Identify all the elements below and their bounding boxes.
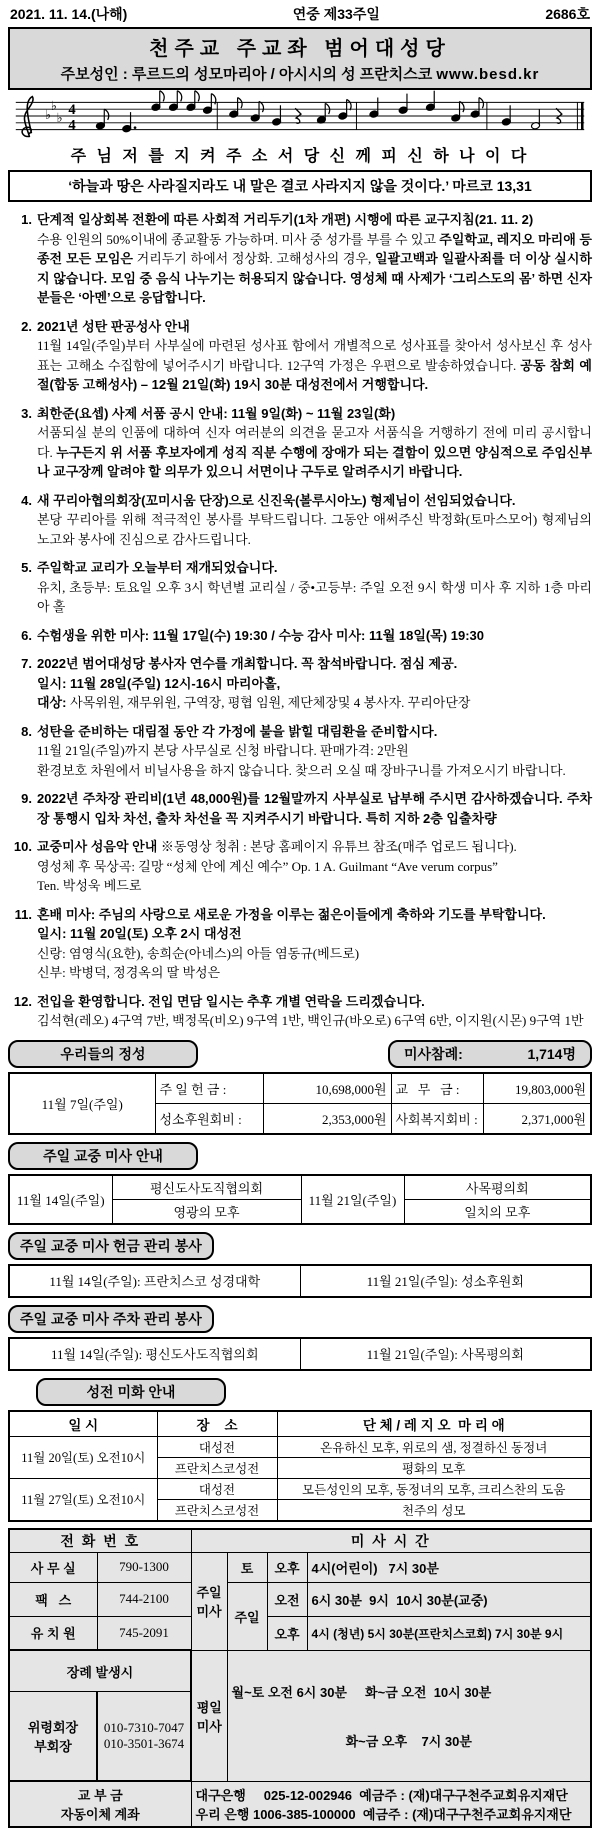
- phone-label: 팩 스: [9, 1582, 97, 1616]
- notice-item: [8, 626, 592, 646]
- offering-left: 11월 14일(주일): 프란치스코 성경대학: [9, 1265, 300, 1297]
- notice-item: [8, 654, 592, 713]
- top-strip: [8, 4, 592, 24]
- notice-text: 서품되실 분의 인품에 대하여 신자 여러분의 의견을 묻고자 서품식을 거행하기 전에 미리 공시합니다. 누구든지 위 서품 후보자에게 성직 직분 수행에 장애가 되는 결함이 있으면 양심적으로 주임신부나 교구장께 알려야 할 의무가 있으니 서면이나 구두로 알려주시기 바랍니다.: [37, 423, 592, 482]
- notice-text: 환경보호 차원에서 비닐사용을 하지 않습니다. 찾으러 오실 때 장바구니를 가져오시기 바랍니다.: [37, 761, 592, 781]
- notice-text: 신부: 박병덕, 정경옥의 딸 박성은: [37, 963, 592, 983]
- masthead: [8, 27, 592, 90]
- beautify-date: 11월 20일(토) 오전10시: [9, 1436, 157, 1478]
- notice-number: 7.: [8, 654, 37, 713]
- donation-value: 2,353,000원: [263, 1103, 391, 1134]
- issue-number: 2686호: [545, 4, 590, 24]
- section-title-gyojung: 주일 교중 미사 안내: [8, 1142, 198, 1170]
- notice-item: [8, 317, 592, 395]
- beautify-col-date: 일 시: [9, 1411, 157, 1437]
- gyojung-mass-table: [8, 1174, 592, 1225]
- notice-item: [8, 837, 592, 896]
- mass-times: 6시 30분 9시 10시 30분(교중): [307, 1582, 591, 1616]
- gyojung-date: 11월 21일(주일): [301, 1175, 404, 1224]
- notice-text: 김석현(레오) 4구역 7반, 백정목(비오) 9구역 1반, 백인규(바오로) 6구역 6반, 이지원(시몬) 9구역 1반: [37, 1011, 592, 1031]
- notice-title: 최한준(요셉) 사제 서품 공시 안내: 11월 9일(화) ~ 11월 23일(화): [37, 404, 592, 424]
- notice-title: 2022년 범어대성당 봉사자 연수를 개최합니다. 꼭 참석바랍니다. 점심 제공.: [37, 654, 592, 674]
- gyojung-mohu: 영광의 모후: [112, 1199, 301, 1224]
- mass-attendance-badge: [388, 1040, 592, 1068]
- notice-number: 9.: [8, 789, 37, 828]
- beautify-place: 대성전: [157, 1436, 277, 1457]
- scripture-verse: ‘하늘과 땅은 사라질지라도 내 말은 결코 사라지지 않을 것이다.’ 마르코 13,31: [8, 170, 592, 202]
- svg-text:♭: ♭: [51, 98, 57, 113]
- sunday-mass-label: 주일 미사: [191, 1552, 227, 1650]
- donation-value: 2,371,000원: [483, 1103, 591, 1134]
- notice-text: Ten. 박성욱 베드로: [37, 876, 592, 896]
- notice-number: 12.: [8, 992, 37, 1031]
- donation-header-row: [8, 1040, 592, 1068]
- funeral-phones: 010-7310-7047 010-3501-3674: [97, 1692, 191, 1781]
- mass-day: 토: [227, 1552, 267, 1582]
- phone-label: 사 무 실: [9, 1552, 97, 1582]
- notice-item: [8, 491, 592, 550]
- beautify-col-place: 장 소: [157, 1411, 277, 1437]
- parking-right: 11월 21일(주일): 사목평의회: [300, 1338, 591, 1370]
- donation-date: 11월 7일(주일): [9, 1073, 155, 1134]
- gyojung-date: 11월 14일(주일): [9, 1175, 112, 1224]
- section-title-parking: 주일 교중 미사 주차 관리 봉사: [8, 1305, 214, 1333]
- contact-masstime-table: [8, 1528, 592, 1828]
- section-title-donation: 우리들의 정성: [8, 1040, 198, 1068]
- autopay-label: 교 부 금 자동이체 계좌: [9, 1781, 191, 1827]
- beautify-date: 11월 27일(토) 오전10시: [9, 1478, 157, 1521]
- beautify-table: [8, 1410, 592, 1522]
- notice-text: 11월 21일(주일)까지 본당 사무실로 신청 바랍니다. 판매가격: 2만원: [37, 741, 592, 761]
- donation-value: 10,698,000원: [263, 1073, 391, 1104]
- beautify-place: 대성전: [157, 1478, 277, 1499]
- funeral-header: 장례 발생시: [9, 1650, 191, 1692]
- mass-ampm: 오후: [267, 1616, 307, 1650]
- svg-text:4: 4: [68, 102, 76, 118]
- notice-number: 6.: [8, 626, 37, 646]
- beautify-group: 천주의 성모: [277, 1499, 591, 1521]
- beautify-group: 모든성인의 모후, 동정녀의 모후, 크리스찬의 도움: [277, 1478, 591, 1499]
- notice-number: 8.: [8, 722, 37, 781]
- gyojung-mohu: 일치의 모후: [404, 1199, 591, 1224]
- donation-label: 주 일 헌 금 :: [155, 1073, 263, 1104]
- notice-number: 4.: [8, 491, 37, 550]
- donation-table: [8, 1072, 592, 1135]
- notice-text: 본당 꾸리아를 위해 적극적인 봉사를 부탁드립니다. 그동안 애써주신 박정화(토마스모어) 형제님의 노고와 봉사에 진심으로 감사드립니다.: [37, 510, 592, 549]
- patron-saints: 주보성인 : 루르드의 성모마리아 / 아시시의 성 프란치스코 www.besd.kr: [12, 63, 588, 84]
- notice-title: 2022년 주차장 관리비(1년 48,000원)를 12월말까지 사부실로 납부해 주시면 감사하겠습니다. 주차장 통행시 입차 차선, 출차 차선을 꼭 지켜주시기 바랍니다. 특히 지하 2층 입출차량: [37, 789, 592, 828]
- offering-volunteer-table: [8, 1264, 592, 1298]
- beautify-group: 온유하신 모후, 위로의 샘, 정결하신 동정녀: [277, 1436, 591, 1457]
- notice-text: 일시: 11월 28일(주일) 12시-16시 마리아홀,: [37, 674, 592, 694]
- notice-title: 전입을 환영합니다. 전입 면담 일시는 추후 개별 연락을 드리겠습니다.: [37, 992, 592, 1012]
- donation-label: 교 무 금 :: [391, 1073, 483, 1104]
- church-name: 천주교 주교좌 범어대성당: [12, 32, 588, 61]
- weekday-mass-label: 평일 미사: [191, 1650, 227, 1781]
- svg-text:♭: ♭: [57, 110, 63, 125]
- hymn-score: [8, 92, 592, 166]
- notice-text: 유치, 초등부: 토요일 오후 3시 학년별 교리실 / 중•고등부: 주일 오전 9시 학생 미사 후 지하 1층 마리아 홀: [37, 578, 592, 617]
- notice-item: [8, 789, 592, 828]
- notice-title: 주일학교 교리가 오늘부터 재개되었습니다.: [37, 558, 592, 578]
- notice-text: 대상: 사목위원, 재무위원, 구역장, 평협 임원, 제단체장및 4 봉사자. 꾸리아단장: [37, 693, 592, 713]
- svg-text:♭: ♭: [45, 107, 51, 122]
- offering-right: 11월 21일(주일): 성소후원회: [300, 1265, 591, 1297]
- beautify-group: 평화의 모후: [277, 1457, 591, 1478]
- notice-item: [8, 722, 592, 781]
- notice-number: 1.: [8, 210, 37, 308]
- liturgical-week: 연중 제33주일: [293, 4, 380, 24]
- attendance-label: 미사참례:: [404, 1044, 463, 1064]
- mass-ampm: 오전: [267, 1582, 307, 1616]
- donation-label: 성소후원회비 :: [155, 1103, 263, 1134]
- notices: [8, 210, 592, 1031]
- section-title-beautify: 성전 미화 안내: [36, 1378, 226, 1406]
- church-url[interactable]: www.besd.kr: [436, 66, 539, 83]
- notice-number: 3.: [8, 404, 37, 482]
- music-staff: [8, 92, 592, 140]
- donation-label: 사회복지회비 :: [391, 1103, 483, 1134]
- notice-item: [8, 905, 592, 983]
- svg-text:4: 4: [68, 118, 76, 134]
- notice-item: [8, 558, 592, 617]
- weekday-mass-times: 월~토 오전 6시 30분 화~금 오전 10시 30분 화~금 오후 7시 30분: [227, 1650, 591, 1781]
- notice-item: [8, 992, 592, 1031]
- phone-header: 전 화 번 호: [9, 1529, 191, 1553]
- attendance-value: 1,714명: [527, 1044, 576, 1064]
- phone-number[interactable]: 745-2091: [97, 1616, 191, 1650]
- issue-date: 2021. 11. 14.(나해): [10, 4, 127, 24]
- section-title-offering: 주일 교중 미사 헌금 관리 봉사: [8, 1232, 214, 1260]
- parking-volunteer-table: [8, 1337, 592, 1371]
- notice-title: 새 꾸리아협의회장(꼬미시움 단장)으로 신진욱(볼루시아노) 형제님이 선임되었습니다.: [37, 491, 592, 511]
- notice-title: 수험생을 위한 미사: 11월 17일(수) 19:30 / 수능 감사 미사: 11월 18일(목) 19:30: [37, 626, 592, 646]
- notice-title: 교중미사 성음악 안내 ※동영상 청취 : 본당 홈페이지 유튜브 참조(매주 업로드 됩니다).: [37, 837, 592, 857]
- notice-text: 영성체 후 묵상곡: 길망 “성체 안에 계신 예수” Op. 1 A. Guilmant “Ave verum corpus”: [37, 857, 592, 877]
- mass-ampm: 오후: [267, 1552, 307, 1582]
- notice-number: 10.: [8, 837, 37, 896]
- notice-item: [8, 210, 592, 308]
- phone-number[interactable]: 744-2100: [97, 1582, 191, 1616]
- bank-accounts: 대구은행 025-12-002946 예금주 : (재)대구구천주교회유지재단 우리 은행 1006-385-100000 예금주 : (재)대구구천주교회유지재단: [191, 1781, 591, 1827]
- beautify-col-group: 단 체 / 레 지 오 마 리 애: [277, 1411, 591, 1437]
- funeral-roles: 위령회장 부회장: [9, 1692, 97, 1781]
- beautify-place: 프란치스코성전: [157, 1457, 277, 1478]
- mass-day: 주일: [227, 1582, 267, 1650]
- gyojung-org: 사목평의회: [404, 1175, 591, 1200]
- notice-number: 2.: [8, 317, 37, 395]
- notice-title: 성탄을 준비하는 대림절 동안 각 가정에 불을 밝힐 대림환을 준비합시다.: [37, 722, 592, 742]
- donation-value: 19,803,000원: [483, 1073, 591, 1104]
- phone-number[interactable]: 790-1300: [97, 1552, 191, 1582]
- gyojung-org: 평신도사도직협의회: [112, 1175, 301, 1200]
- notice-text: 수용 인원의 50%이내에 종교활동 가능하며. 미사 중 성가를 부를 수 있고 주일학교, 레지오 마리애 등 종전 모든 모임은 거리두기 하에서 정상화. 고해성사의 경우, 일괄고백과 일괄사죄를 더 이상 실시하지 않습니다. 모임 중 음식 나누기는 허용되지 않습니다. 영성체 때 사제가 ‘그리스도의 몸’ 하면 신자분들은 ‘아멘’으로 응답합니다.: [37, 230, 592, 308]
- notice-number: 11.: [8, 905, 37, 983]
- parking-left: 11월 14일(주일): 평신도사도직협의회: [9, 1338, 300, 1370]
- notice-title: 2021년 성탄 판공성사 안내: [37, 317, 592, 337]
- phone-label: 유 치 원: [9, 1616, 97, 1650]
- mass-times: 4시 (청년) 5시 30분(프란치스코회) 7시 30분 9시: [307, 1616, 591, 1650]
- notice-item: [8, 404, 592, 482]
- notice-title: 혼배 미사: 주님의 사랑으로 새로운 가정을 이루는 젊은이들에게 축하와 기도를 부탁합니다.: [37, 905, 592, 925]
- notice-text: 11월 14일(주일)부터 사부실에 마련된 성사표 함에서 개별적으로 성사표를 찾아서 성사보신 후 성사표는 고해소 수집함에 넣어주시기 바랍니다. 12구역 가정은 우편으로 발송하였습니다. 공동 참회 예절(합동 고해성사) – 12월 21일(화) 19시 30분 대성전에서 거행합니다.: [37, 336, 592, 395]
- mass-times: 4시(어린이) 7시 30분: [307, 1552, 591, 1582]
- beautify-place: 프란치스코성전: [157, 1499, 277, 1521]
- notice-title: 단계적 일상회복 전환에 따른 사회적 거리두기(1차 개편) 시행에 따른 교구지침(21. 11. 2): [37, 210, 592, 230]
- notice-number: 5.: [8, 558, 37, 617]
- notice-text: 일시: 11월 20일(토) 오후 2시 대성전: [37, 924, 592, 944]
- notice-text: 신랑: 염영식(요한), 송희순(아네스)의 아들 염동규(베드로): [37, 944, 592, 964]
- masstime-header: 미 사 시 간: [191, 1529, 591, 1553]
- hymn-lyrics: 주 님 저 를 지 켜 주 소 서 당 신 께 피 신 하 나 이 다: [8, 143, 592, 166]
